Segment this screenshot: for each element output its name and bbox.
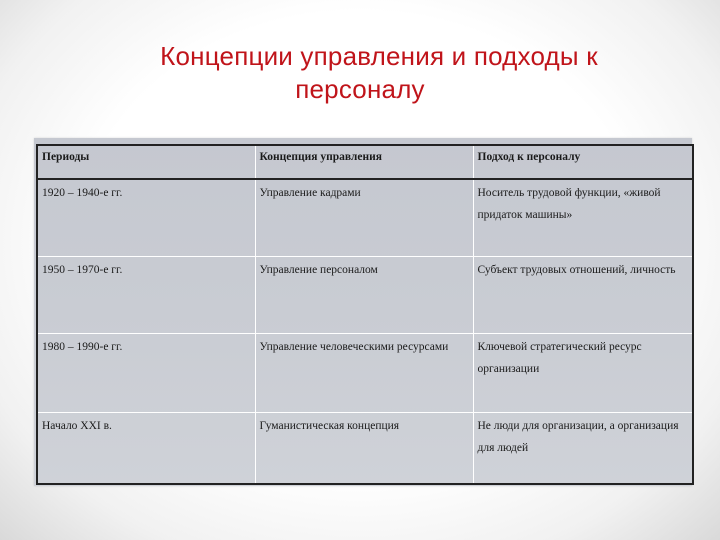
- period-cell: 1950 – 1970-е гг.: [37, 257, 255, 334]
- concept-cell: Управление кадрами: [255, 179, 473, 257]
- table-header-row: [37, 145, 693, 179]
- period-cell: 1980 – 1990-е гг.: [37, 334, 255, 413]
- period-cell: 1920 – 1940-е гг.: [37, 179, 255, 257]
- approach-cell: Субъект трудовых отношений, личность: [473, 257, 693, 334]
- approach-cell: Носитель трудовой функции, «живой придаток машины»: [473, 179, 693, 257]
- slide-title-line-1: Концепции управления и подходы к: [160, 41, 598, 71]
- table-row: [37, 413, 693, 485]
- concept-cell: Управление персоналом: [255, 257, 473, 334]
- header-personnel-approach: Подход к персоналу: [473, 145, 693, 179]
- table-row: [37, 334, 693, 413]
- slide-title: [0, 40, 720, 106]
- header-periods: Периоды: [37, 145, 255, 179]
- concept-cell: Управление человеческими ресурсами: [255, 334, 473, 413]
- header-management-concept: Концепция управления: [255, 145, 473, 179]
- concepts-table: [36, 144, 694, 485]
- slide-title-line-2: персоналу: [295, 74, 425, 104]
- approach-cell: Ключевой стратегический ресурс организации: [473, 334, 693, 413]
- period-cell: Начало XXI в.: [37, 413, 255, 485]
- approach-cell: Не люди для организации, а организация для людей: [473, 413, 693, 485]
- concept-cell: Гуманистическая концепция: [255, 413, 473, 485]
- table-row: [37, 179, 693, 257]
- table-row: [37, 257, 693, 334]
